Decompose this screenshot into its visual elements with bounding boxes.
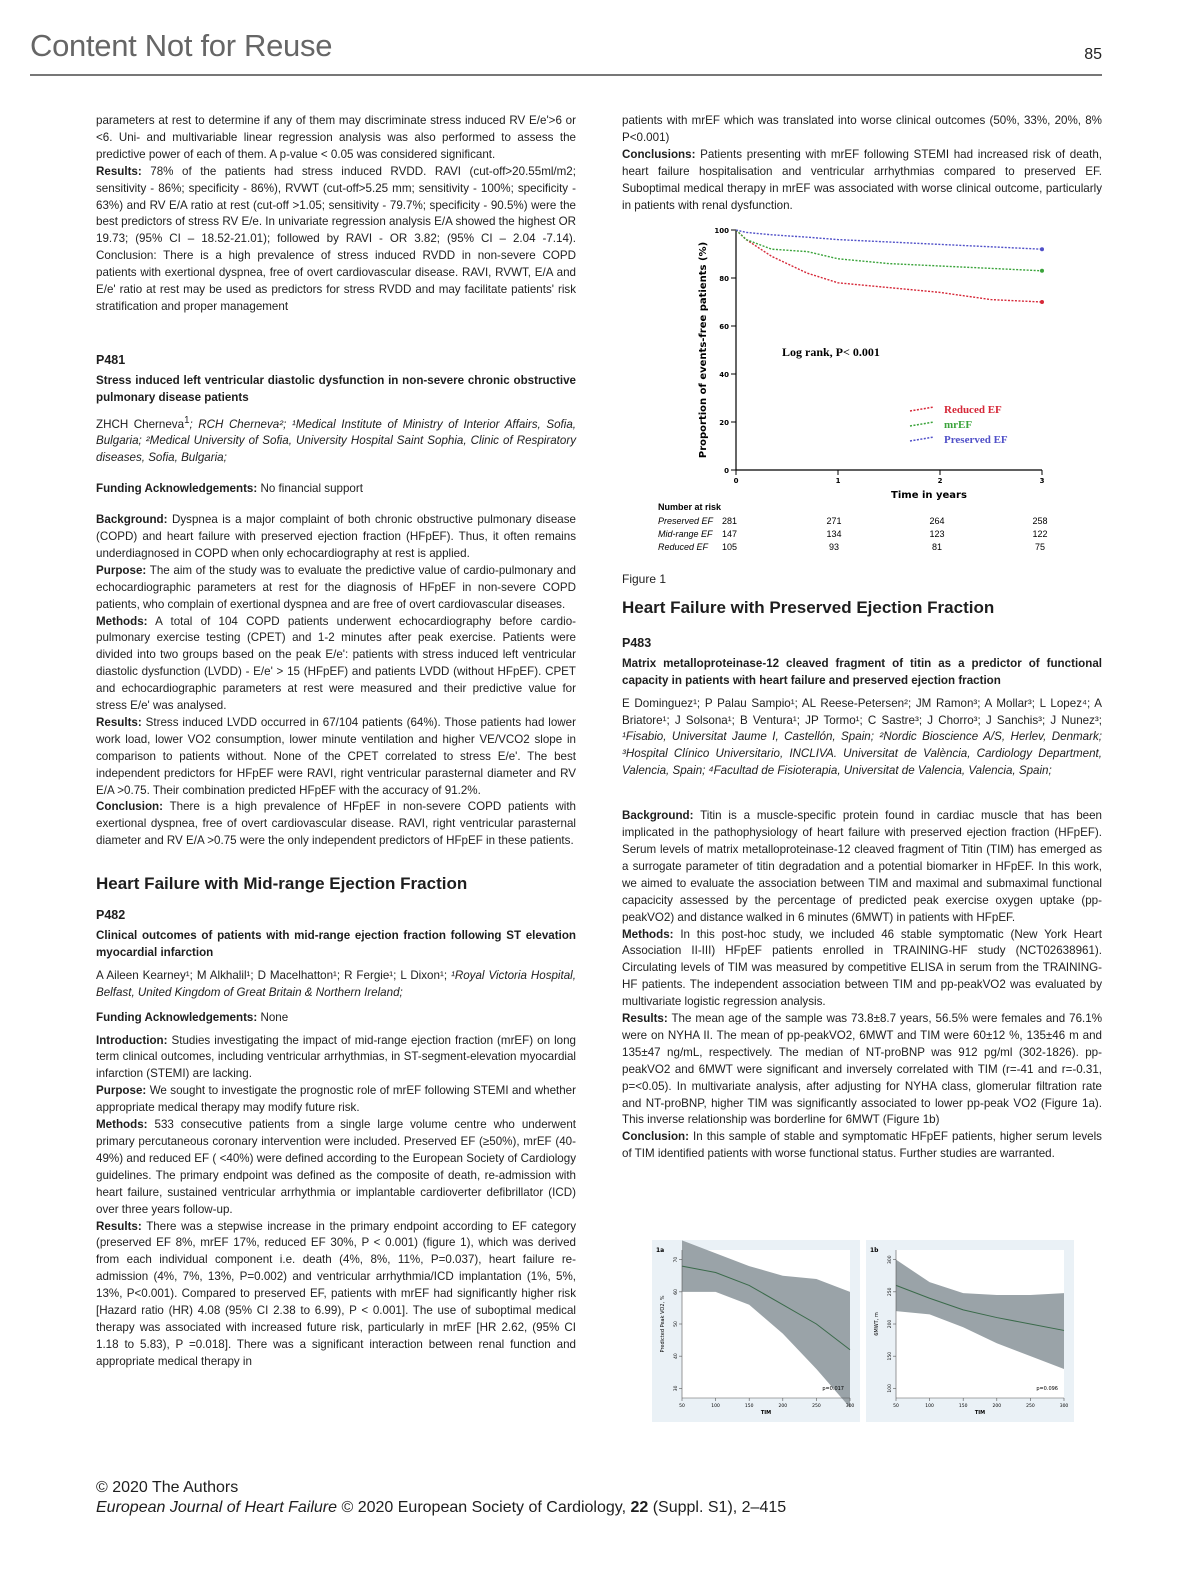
y-tick-label: 40 <box>674 1353 679 1360</box>
p-value-annotation: p=0.017 <box>822 1386 844 1392</box>
figure-1a-plot <box>652 1240 860 1422</box>
y-tick-label: 70 <box>674 1256 679 1263</box>
banner: Content Not for Reuse <box>30 28 333 63</box>
y-tick-label: 40 <box>719 371 729 379</box>
p482-authors: A Aileen Kearney¹; M Alkhalil¹; D Macelhatton¹; R Fergie¹; L Dixon¹; ¹Royal Victoria Hospital, Belfast, United Kingdom of Great Britain & Northern Ireland; <box>96 968 576 999</box>
x-tick-label: 50 <box>893 1404 899 1409</box>
figure1-caption: Figure 1 <box>622 572 667 586</box>
p481-funding: Funding Acknowledgements: No financial support <box>96 482 363 496</box>
y-tick-label: 100 <box>714 227 729 235</box>
y-axis-label: Predicted Peak VO2, % <box>660 1295 666 1353</box>
x-axis-label: TIM <box>974 1410 986 1416</box>
p481-purpose: Purpose: The aim of the study was to evaluate the predictive value of cardio-pulmonary and echocardiographic parameters at rest for the diagnosis of HFpEF in non-severe COPD patients, who complain of exertional dyspnea and are free of overt cardiovascular diseases. <box>96 563 576 611</box>
y-tick-label: 80 <box>719 275 729 283</box>
y-tick-label: 100 <box>888 1384 893 1393</box>
x-tick-label: 3 <box>1039 477 1045 485</box>
legend-label: Preserved EF <box>944 434 1008 446</box>
page-number: 85 <box>1084 46 1102 63</box>
y-tick-label: 200 <box>888 1319 893 1329</box>
p483-results: Results: The mean age of the sample was 73.8±8.7 years, 56.5% were females and 76.1% were on NYHA II. The mean of pp-peakVO2, 6MWT and TIM were 60±12 %, 135±46 m and 135±47 ng/mL, respectively. The median of NT-proBNP was 912 pg/ml (302-1826). pp-peakVO2 and 6MWT were significant and inversely correlated with TIM (r=-41 and r=-0.31, p=<0.05). In multivariate analysis, after adjusting for NYHA class, glomerular filtration rate and NT-proBNP, higher TIM was significantly associated to lower pp-peak VO2 (Figure 1a). This inverse relationship was borderline for 6MWT (Figure 1b) <box>622 1012 1103 1127</box>
figure-1b-plot <box>866 1240 1074 1422</box>
figure-1b-chart <box>866 1240 1074 1422</box>
km-survival-chart <box>652 218 1072 570</box>
x-axis-label: TIM <box>760 1410 772 1416</box>
x-tick-label: 150 <box>744 1404 754 1409</box>
p480-methods-tail: parameters at rest to determine if any of them may discriminate stress induced RV E/e'>6 or <6. Uni- and multivariable linear regression analysis was also performed to assess the predictive power of each of them. A p-value < 0.05 was considered significant. <box>96 114 576 161</box>
risk-table-value: 105 <box>722 542 738 552</box>
risk-table-row-label: Reduced EF <box>658 542 709 552</box>
km-series-end-marker <box>1040 300 1044 304</box>
y-tick-label: 0 <box>724 467 729 475</box>
p481-methods: Methods: A total of 104 COPD patients underwent echocardiography before cardio-pulmonary exercise testing (CPET) and 1-2 minutes after peak exercise. Patients were divided into two groups based on the peak E/e': patients with stress induced left ventricular diastolic dysfunction (LVDD) - E/e' > 15 (HFpEF) and patients LVDD (without HFpEF). CPET and echocardiographic parameters at rest were measured and their predictive value for stress E/e' was analysed. <box>96 614 576 713</box>
legend-swatch <box>910 407 934 411</box>
y-tick-label: 20 <box>719 419 729 427</box>
y-axis-label: Proportion of events-free patients (%) <box>698 241 709 459</box>
log-rank-annotation: Log rank, P< 0.001 <box>782 345 880 359</box>
y-tick-label: 30 <box>674 1385 679 1392</box>
legend-label: Reduced EF <box>944 404 1002 416</box>
p482-introduction: Introduction: Studies investigating the impact of mid-range ejection fraction (mrEF) on long term clinical outcomes, including ventricular arrhythmias, in ST-segment-elevation myocardial infarction (STEMI) are lacking. <box>96 1033 576 1081</box>
legend-swatch <box>910 422 934 426</box>
right-column <box>622 113 1102 214</box>
x-tick-label: 100 <box>711 1404 720 1409</box>
p483-authors: E Dominguez¹; P Palau Sampio¹; AL Reese-Petersen²; JM Ramon³; A Mollar³; L Lopez⁴; A Briatore¹; J Solsona¹; B Ventura¹; JP Tormo¹; C Sastre³; J Chorro³; J Sanchis³; J Nunez³; ¹Fisabio, Universitat Jaume I, Castellón, Spain; ²Nordic Bioscience A/S, Herlev, Denmark; ³Hospital Clínico Universitario, INCLIVA. Universitat de València, Cardiology Department, Valencia, Spain; ⁴Facultad de Fisioterapia, Universitat de Valencia, Valencia, Spain; <box>622 696 1102 778</box>
p480-results: Results: 78% of the patients had stress induced RVDD. RAVI (cut-off>20.55ml/m2; sensitivity - 86%; specificity - 86%), RVWT (cut-off>5.25 mm; sensitivity - 100%; specificity - 63%) and RV E/A ratio at rest (cut-off >1.05; sensitivity - 79.7%; specificity - 90.5%) were the best predictors of stress RV E/e. In univariate regression analysis E/A showed the highest OR 19.73; (95% CI – 18.52-21.01); followed by RAVI - OR 3.82; (95% CI – 2.04 -7.14). Conclusion: There is a high prevalence of stress induced RVDD in non-severe COPD patients with exertional dyspnea, free of overt cardiovascular disease. RAVI, RVWT, E/A and E/e' ratio at rest may be used as predictors for stress RVDD and may facilitate patients' risk stratification and proper management <box>96 164 576 313</box>
p482-title: Clinical outcomes of patients with mid-range ejection fraction following ST elevation myocardial infarction <box>96 929 576 959</box>
x-tick-label: 200 <box>778 1404 788 1409</box>
left-column <box>96 113 576 1371</box>
x-axis-label: Time in years <box>891 490 967 501</box>
risk-table-value: 93 <box>828 542 840 552</box>
section-heading-midrange: Heart Failure with Mid-range Ejection Fraction <box>96 874 468 894</box>
journal-citation: European Journal of Heart Failure © 2020 European Society of Cardiology, 22 (Suppl. S1), 2–415 <box>96 1499 787 1516</box>
p482-funding: Funding Acknowledgements: None <box>96 1010 289 1024</box>
p481-id: P481 <box>96 352 126 367</box>
risk-table-value: 258 <box>1032 516 1048 526</box>
right-column-lower <box>622 600 1102 1163</box>
x-tick-label: 250 <box>812 1404 821 1409</box>
y-tick-label: 60 <box>719 323 729 331</box>
risk-table-value: 123 <box>929 529 945 539</box>
risk-table-value: 281 <box>722 516 738 526</box>
p481-authors: ZHCH Cherneva$^1$; RCH Cherneva²; ¹Medical Institute of Ministry of Interior Affairs, Sofia, Bulgaria; ²Medical University of Sofia, University Hospital Saint Sophia, Clinic of Respiratory diseases, Sofia, Bulgaria; <box>96 414 576 465</box>
x-tick-label: 300 <box>1059 1404 1069 1409</box>
header-rule <box>30 74 1102 76</box>
y-tick-label: 250 <box>888 1287 893 1297</box>
p481-title: Stress induced left ventricular diastolic dysfunction in non-severe chronic obstructive pulmonary disease patients <box>96 373 576 404</box>
p482-conclusions: Conclusions: Patients presenting with mrEF following STEMI had increased risk of death, heart failure hospitalisation and ventricular arrhythmias compared to preserved EF. Suboptimal medical therapy in mrEF was associated with worse clinical outcome, particularly in patients with renal dysfunction. <box>622 147 1102 212</box>
risk-table-value: 75 <box>1034 542 1046 552</box>
x-tick-label: 2 <box>937 477 943 485</box>
x-tick-label: 1 <box>835 477 841 485</box>
p483-methods: Methods: In this post-hoc study, we included 46 stable symptomatic (New York Heart Association II-III) HFpEF patients enrolled in TRAINING-HF study (NCT02638961). Circulating levels of TIM was measured by competitive ELISA in serum from the TRAINING-HF patients. The independent association between TIM and pp-peakVO2 was evaluated by multivariate logistic regression analysis. <box>622 927 1102 1009</box>
p481-results: Results: Stress induced LVDD occurred in 67/104 patients (64%). Those patients had lower work load, lower VO2 consumption, lower minute ventilation and higher VE/VCO2 slope in comparison to patients without. None of the CPET correlated to stress E/e'. The best independent predictors for HFpEF were RAVI, right ventricular parasternal diameter and RV E/A >0.75. Their combination predicted HFpEF with the accuracy of 91.2%. <box>96 715 576 797</box>
footer <box>96 1478 786 1518</box>
km-plot-area <box>658 227 1048 552</box>
x-tick-label: 150 <box>958 1404 968 1409</box>
p482-methods: Methods: 533 consecutive patients from a single large volume centre who underwent primary percutaneous coronary intervention were included. Preserved EF (≥50%), mrEF (40-49%) and reduced EF ( <40%) were defined according to the European Society of Cardiology guidelines. The primary endpoint was defined as the composite of death, re-admission with heart failure, sustained ventricular arrhythmia or implantable cardioverter defibrillator (ICD) over three years follow-up. <box>96 1118 576 1216</box>
y-tick-label: 50 <box>674 1321 679 1327</box>
legend-label: mrEF <box>944 419 973 431</box>
x-tick-label: 50 <box>679 1404 685 1409</box>
section-heading-preserved: Heart Failure with Preserved Ejection Fraction <box>622 598 995 617</box>
x-tick-label: 100 <box>925 1404 934 1409</box>
km-series-line <box>736 230 1042 249</box>
p481-conclusion: Conclusion: There is a high prevalence of HFpEF in non-severe COPD patients with exertional dyspnea, free of overt cardiovascular disease. RAVI, right ventricular parasternal diameter and RV E/A >0.75 were the only independent predictors of HFpEF in these patients. <box>96 800 577 848</box>
risk-table-value: 122 <box>1032 529 1048 539</box>
p-value-annotation: p=0.096 <box>1036 1386 1058 1392</box>
risk-table-value: 271 <box>826 516 842 526</box>
risk-table-row-label: Mid-range EF <box>658 529 713 539</box>
p482-purpose: Purpose: We sought to investigate the prognostic role of mrEF following STEMI and whether appropriate medical therapy may modify future risk. <box>96 1084 576 1115</box>
y-tick-label: 60 <box>674 1288 679 1295</box>
figure-1a-chart <box>652 1240 860 1422</box>
x-tick-label: 300 <box>845 1404 855 1409</box>
p483-conclusion: Conclusion: In this sample of stable and symptomatic HFpEF patients, higher serum levels of TIM identified patients with worse functional status. Further studies are warranted. <box>622 1130 1102 1161</box>
km-series-end-marker <box>1040 247 1044 251</box>
copyright: © 2020 The Authors <box>96 1479 239 1496</box>
p482-id: P482 <box>96 908 126 923</box>
p483-id: P483 <box>622 635 652 650</box>
km-series-end-marker <box>1040 269 1044 273</box>
x-tick-label: 200 <box>992 1404 1002 1409</box>
y-axis-label: 6MWT, m <box>874 1312 880 1336</box>
p483-background: Background: Titin is a muscle-specific protein found in cardiac muscle that has been implicated in the pathophysiology of heart failure with preserved ejection fraction (HFpEF). Serum levels of matrix metalloproteinase-12 cleaved fragment of Titin (TIM) has emerged as a surrogate parameter of titin degradation and a potential biomarker in HFpEF. In this work, we aimed to evaluate the association between TIM and maximal and submaximal functional capacicity assessed by the percentage of predicted peak exercise oxygen uptake (pp-peakVO2) and distance walked in 6 minutes (6MWT) in patients with HFpEF. <box>622 809 1102 924</box>
risk-table-value: 134 <box>826 529 842 539</box>
x-tick-label: 0 <box>733 477 739 485</box>
risk-table-value: 81 <box>931 542 943 552</box>
risk-table-value: 264 <box>929 516 945 526</box>
y-tick-label: 300 <box>888 1255 893 1264</box>
panel-label: 1b <box>870 1247 879 1254</box>
panel-label: 1a <box>656 1247 665 1254</box>
p482-results-tail: patients with mrEF which was translated into worse clinical outcomes (50%, 33%, 20%, 8% P<0.001) <box>622 114 1102 144</box>
risk-table-row-label: Preserved EF <box>658 516 714 526</box>
risk-table-header: Number at risk <box>658 502 722 512</box>
p481-background: Background: Dyspnea is a major complaint of both chronic obstructive pulmonary disease (COPD) and heart failure with preserved ejection fraction (HFpEF). Thus, it often remains underdiagnosed in COPD when only echocardiography at rest is applied. <box>96 513 576 560</box>
x-tick-label: 250 <box>1026 1404 1035 1409</box>
legend-swatch <box>910 437 934 441</box>
p483-title: Matrix metalloproteinase-12 cleaved fragment of titin as a predictor of functional capacity in patients with heart failure and preserved ejection fraction <box>622 656 1102 687</box>
p482-results: Results: There was a stepwise increase in the primary endpoint according to EF category (preserved EF 8%, mrEF 17%, reduced EF 30%, P < 0.001) (figure 1), which was derived from each individual component i.e. death (4%, 8%, 11%, P=0.037), heart failure re-admission (4%, 7%, 13%, P=0.002) and ventricular arrhythmia/ICD implantation (1%, 5%, 13%, P<0.001). Compared to preserved EF, patients with mrEF had significantly higher risk [Hazard ratio (HR) 4.08 (95% CI 2.38 to 6.99), P < 0.001]. The use of suboptimal medical therapy was associated with increased future risk, particularly in mrEF [HR 2.62, (95% CI 1.18 to 5.83), P =0.018]. There was a significant interaction between renal function and appropriate medical therapy in <box>96 1219 576 1368</box>
risk-table-value: 147 <box>722 529 738 539</box>
km-series-line <box>736 230 1042 302</box>
y-tick-label: 150 <box>888 1351 893 1361</box>
